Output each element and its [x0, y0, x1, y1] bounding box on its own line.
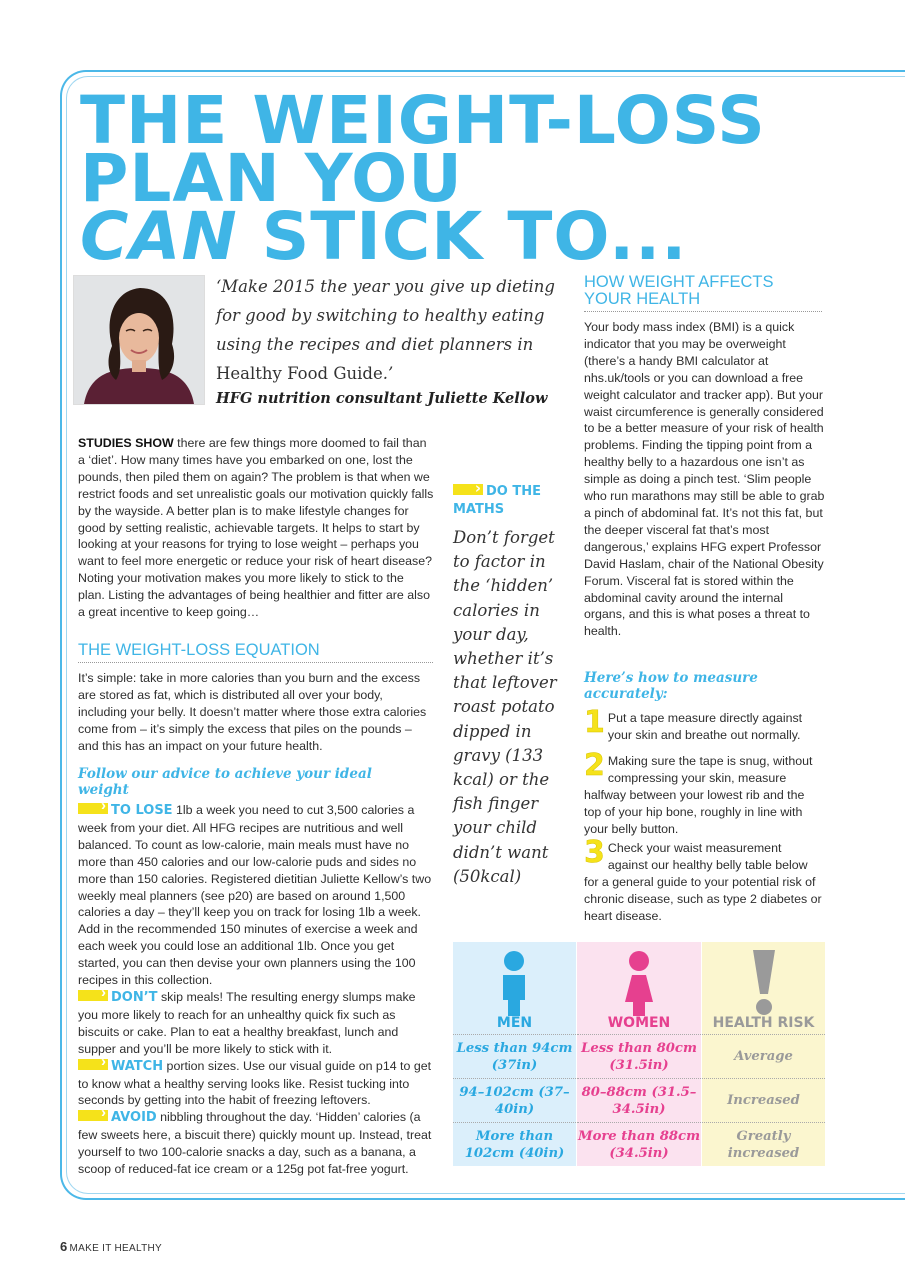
headline-line-2: PLAN YOU	[80, 140, 463, 217]
advice-item-avoid	[78, 1109, 434, 1178]
arrow-icon	[78, 1110, 108, 1121]
risk-label: HEALTH RISK	[712, 1015, 815, 1031]
advice-text: 1lb a week you need to cut 3,500 calories a week from your diet. All HFG recipes are nutritious and well balanced. To count as low-calorie, main meals must have no more than 450 calories and our low-calorie puds and sides no more than 150 calories. Registered dietitian Juliette Kellow’s two weekly meal planners (see p20) are based on around 1,500 calories a day – they’ll keep you on track for losing 1lb a week. Add in the recommended 150 minutes of exercise a week and each week you could lose an additional 1lb. Once you get started, you can then devise your own planners using the 100 recipes in this collection.	[78, 803, 432, 988]
maths-label	[453, 483, 563, 519]
exclamation-icon	[702, 942, 825, 1016]
men-row-1: Less than 94cm (37in)	[453, 1035, 576, 1079]
arrow-icon	[78, 990, 108, 1001]
page-footer	[60, 1239, 162, 1254]
man-icon	[453, 942, 576, 1016]
advice-text: nibbling throughout the day. ‘Hidden’ calories (a few sweets here, a biscuit there) quickly mount up. Instead, treat yourself to two 100-calorie snacks a day, such as a banana, a scoop of reduced-fat ice cream or a 125g pot fat-free yogurt.	[78, 1110, 432, 1177]
advice-keyword: WATCH	[111, 1058, 164, 1074]
advice-list	[78, 802, 434, 1178]
headline-stick-to: STICK TO...	[237, 198, 688, 275]
women-row-3: More than 88cm (34.5in)	[577, 1128, 701, 1161]
men-header	[453, 942, 576, 1035]
advice-item-to-lose	[78, 802, 434, 989]
women-row-1: Less than 80cm (31.5in)	[577, 1035, 701, 1079]
quote-close: .’	[382, 364, 394, 383]
step-text: Check your waist measurement against our healthy belly table below for a general guide to your potential risk of chronic disease, such as type 2 diabetes or heart disease.	[584, 841, 822, 923]
men-label: MEN	[496, 1015, 533, 1031]
step-number: 1	[584, 705, 605, 740]
step-text: Put a tape measure directly against your skin and breathe out normally.	[607, 711, 803, 742]
quote-magazine: Healthy Food Guide	[216, 364, 383, 383]
men-row-2: 94–102cm (37–40in)	[453, 1079, 576, 1123]
risk-header	[702, 942, 825, 1035]
advice-text: portion sizes. Use our visual guide on p14 to get to know what a healthy serving looks like. Resist tucking into seconds by getting into the habit of freezing leftovers.	[78, 1058, 432, 1108]
risk-row-3: Greatly increased	[727, 1128, 800, 1161]
headline-line-1: THE WEIGHT-LOSS	[80, 82, 766, 159]
equation-heading: THE WEIGHT-LOSS EQUATION	[78, 642, 433, 663]
section-name: MAKE IT HEALTHY	[69, 1243, 163, 1254]
maths-label-text: DO THE MATHS	[453, 484, 541, 517]
measure-step-1	[584, 705, 824, 744]
intro-text: there are few things more doomed to fail than a ‘diet’. How many times have you embarked on one, lost the pounds, then piled them on again? The problem is that when we restrict foods and set unrealistic goals our motivation quickly falls by the wayside. A better plan is to make lifestyle changes for good by setting realistic, achievable targets. It helps to start by looking at your reasons for trying to lose weight – perhaps you want to feel more energetic or reduce your risk of heart disease? Noting your motivation makes you more likely to stick to the plan. Listing the advantages of being healthier and fitter are also a great incentive to keep going…	[78, 436, 434, 620]
page-number: 6	[60, 1239, 68, 1254]
headline-can: CAN	[80, 198, 238, 275]
arrow-icon	[78, 803, 108, 814]
advice-text: skip meals! The resulting energy slumps make you more likely to reach for an unhealthy quick fix such as biscuits or cake. Plan to eat a healthy breakfast, lunch and supper and you’ll be more likely to stick with it.	[78, 989, 416, 1056]
advice-keyword: AVOID	[111, 1110, 157, 1126]
pull-quote	[216, 272, 566, 388]
consultant-photo	[74, 276, 204, 404]
health-paragraph: Your body mass index (BMI) is a quick indicator that you may be overweight (there’s a handy BMI calculator at nhs.uk/tools or you can download a free weight calculator and tracker app). But your waist circumference is generally considered to be a better measure of your risk of health problems. Finding the tipping point from a healthy belly to a hazardous one isn’t as simple as doing a pinch test. ‘Slim people who run marathons may still be able to grab a pinch of abdominal fat. It’s not this fat, but the deeper visceral fat that’s most dangerous,’ explains HFG expert Professor David Haslam, chair of the National Obesity Forum. Visceral fat is stored within the abdominal cavity around the internal organs, and this is what poses a threat to health.	[584, 320, 825, 639]
advice-item-dont	[78, 989, 434, 1058]
risk-column	[702, 942, 825, 1166]
equation-paragraph: It’s simple: take in more calories than you burn and the excess are stored as fat, which is distributed all over your body, including your belly. It doesn’t matter where those extra calories come from – it’s simply the excess that piles on the pounds – and this has an impact on your future health.	[78, 671, 427, 753]
step-text: Making sure the tape is snug, without compressing your skin, measure halfway between your lowest rib and the top of your hip bone, roughly in line with your belly button.	[584, 754, 813, 836]
quote-text: ‘Make 2015 the year you give up dieting for good by switching to healthy eating using the recipes and diet planners in	[216, 277, 555, 354]
healthy-belly-table	[453, 942, 825, 1166]
women-label: WOMEN	[607, 1015, 671, 1031]
step-number: 3	[584, 835, 605, 870]
quote-attribution: HFG nutrition consultant Juliette Kellow	[216, 390, 548, 407]
advice-item-watch	[78, 1058, 434, 1110]
risk-row-2: Increased	[702, 1079, 825, 1123]
intro-paragraph	[78, 435, 434, 621]
advice-keyword: DON’T	[111, 989, 158, 1005]
woman-icon	[577, 942, 701, 1016]
headline	[80, 82, 840, 275]
women-row-2: 80–88cm (31.5–34.5in)	[577, 1079, 701, 1123]
men-column	[453, 942, 576, 1166]
maths-sidebar-text: Don’t forget to factor in the ‘hidden’ calories in your day, whether it’s that leftover roast potato dipped in gravy (133 kcal) or the fish finger your child didn’t want (50kcal)	[453, 528, 557, 886]
health-heading: HOW WEIGHT AFFECTS YOUR HEALTH	[584, 274, 822, 312]
advice-heading: Follow our advice to achieve your ideal weight	[78, 766, 372, 798]
step-number: 2	[584, 748, 605, 783]
women-column	[577, 942, 701, 1166]
advice-keyword: TO LOSE	[111, 803, 173, 818]
measure-step-2	[584, 748, 824, 838]
risk-row-1: Average	[702, 1035, 825, 1079]
measure-heading: Here’s how to measure accurately:	[584, 670, 758, 702]
headline-line-3	[80, 198, 840, 275]
women-header	[577, 942, 701, 1035]
measure-step-3	[584, 835, 824, 925]
men-row-3: More than 102cm (40in)	[464, 1128, 565, 1161]
portrait-image	[74, 276, 204, 404]
arrow-icon	[453, 484, 483, 495]
arrow-icon	[78, 1059, 108, 1070]
intro-lead: STUDIES SHOW	[78, 436, 174, 450]
